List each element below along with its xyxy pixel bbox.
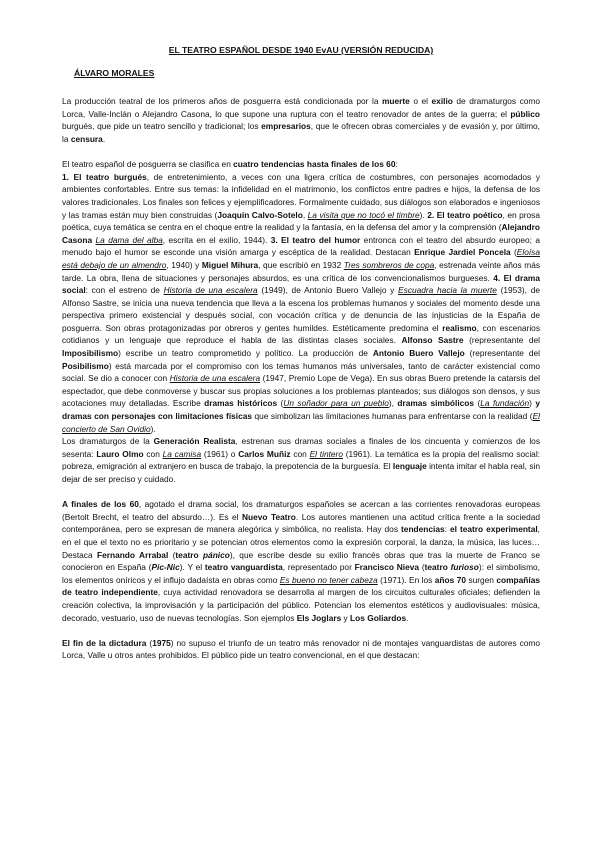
paragraph-fin-dictadura: El fin de la dictadura (1975) no supuso el triunfo de un teatro más renovador ni de montajes vanguardistas de autores como Lorca, Valle u otros antes prohibidos. El público pide un teatro convencional, en el que destacan:	[62, 637, 540, 661]
document-title: EL TEATRO ESPAÑOL DESDE 1940 EvAU (VERSIÓN REDUCIDA)	[168, 45, 434, 55]
paragraph-classification: El teatro español de posguerra se clasifica en cuatro tendencias hasta finales de los 60:	[62, 159, 398, 170]
paragraph-tendencies: 1. El teatro burgués, de entretenimiento, a veces con una ligera crítica de costumbres, con personajes acomodados y ambientes confortables. Entre sus temas: la infidelidad en el matrimonio, los conflictos entre padres e hijos, la defensa de los valores tradicionales. Los finales son felices y ejemplificadores. Formalmente cuidado, sus diálogos son elaborados e ingeniosos y las tramas están muy bien construidas (Joaquín Calvo-Sotelo, La visita que no tocó el timbre). 2. El teatro poético, en prosa poética, cuya temática se centra en el choque entre la realidad y la fantasía, en la defensa del amor y la comprensión (Alejandro Casona La dama del alba, escrita en el exilio, 1944). 3. El teatro del humor entronca con el teatro del absurdo europeo; a menudo bajo el humor se esconde una visión amarga y escéptica de la realidad. Destacan Enrique Jardiel Poncela (Eloísa está debajo de un almendro, 1940) y Miguel Mihura, que escribió en 1932 Tres sombreros de copa, estrenada veinte años más tarde. La obra, llena de situaciones y personajes absurdos, es una crítica de los convencionalismos burgueses. 4. El drama social: con el estreno de Historia de una escalera (1949), de Antonio Buero Vallejo y Escuadra hacia la muerte (1953), de Alfonso Sastre, se inicia una nueva tendencia que lleva a la escena los problemas humanos y sociales del momento desde una perspectiva primero existencial y después social, con vocación crítica y de denuncia de las injusticias de la España de posguerra. Son obras protagonizadas por obreros y gentes humildes. Estéticamente predomina el realismo, con escenarios cotidianos y un lenguaje que reproduce el habla de las distintas clases sociales. Alfonso Sastre (representante del Imposibilismo) escribe un teatro comprometido y político. La producción de Antonio Buero Vallejo (representante del Posibilismo) está marcada por el compromiso con los temas humanos más universales, tanto de carácter existencial como social. Se dio a conocer con Historia de una escalera (1947, Premio Lope de Vega). En sus obras Buero pretende la catarsis del espectador, que debe conmoverse y buscar sus propias soluciones a los problemas planteados; sus diálogos son densos, y sus acotaciones muy detalladas. Escribe dramas históricos (Un soñador para un pueblo), dramas simbólicos (La fundación) y dramas con personajes con limitaciones físicas que simbolizan las limitaciones humanas para enfrentarse con la realidad (El concierto de San Ovidio).	[62, 171, 541, 434]
paragraph-nuevo-teatro: A finales de los 60, agotado el drama social, los dramaturgos españoles se acercan a las corrientes renovadoras europeas (Bertolt Brecht, el teatro del absurdo…). Es el Nuevo Teatro. Los autores mantienen una actitud crítica frente a la sociedad contemporánea, pero se expresan de manera alegórica y simbólica, no realista. Hay dos tendencias: el teatro experimental, en el que el texto no es prioritario y se potencian otros elementos como la expresión corporal, la danza, la música, las luces… Destaca Fernando Arrabal (teatro pánico), que escribe desde su exilio francés obras que tras la muerte de Franco se conocieron en España (Pic-Nic). Y el teatro vanguardista, representado por Francisco Nieva (teatro furioso): el simbolismo, los elementos oníricos y el influjo dadaísta en obras como Es bueno no tener cabeza (1971). En los años 70 surgen compañías de teatro independiente, cuya actividad renovadora se desarrolla al margen de los circuitos culturales oficiales; defienden la creación colectiva, la improvisación y la participación del público. Potencian los elementos estéticos y audiovisuales: música, decorado, vestuario, uso de nuevas tecnologías. Son ejemplos Els Joglars y Los Goliardos.	[62, 499, 540, 623]
paragraph-generacion-realista: Los dramaturgos de la Generación Realista, estrenan sus dramas sociales a finales de los cincuenta y comienzos de los sesenta: Lauro Olmo con La camisa (1961) o Carlos Muñiz con El tintero (1961). La temática es la propia del realismo social: pobreza, emigración al extranjero en busca de trabajo, la prepotencia de la burguesía. El lenguaje intenta imitar el habla real, sin dejar de ser preciso y cuidado.	[62, 436, 540, 484]
author-name: ÁLVARO MORALES	[74, 67, 155, 78]
paragraph-intro: La producción teatral de los primeros años de posguerra está condicionada por la muerte o el exilio de dramaturgos como Lorca, Valle-Inclán o Alejandro Casona, lo que supone una ruptura con el teatro renovador de antes de la guerra; el público burgués, que pide un teatro sencillo y tradicional; los empresarios, que le ofrecen obras comerciales y de evasión y, por último, la censura.	[62, 96, 540, 144]
